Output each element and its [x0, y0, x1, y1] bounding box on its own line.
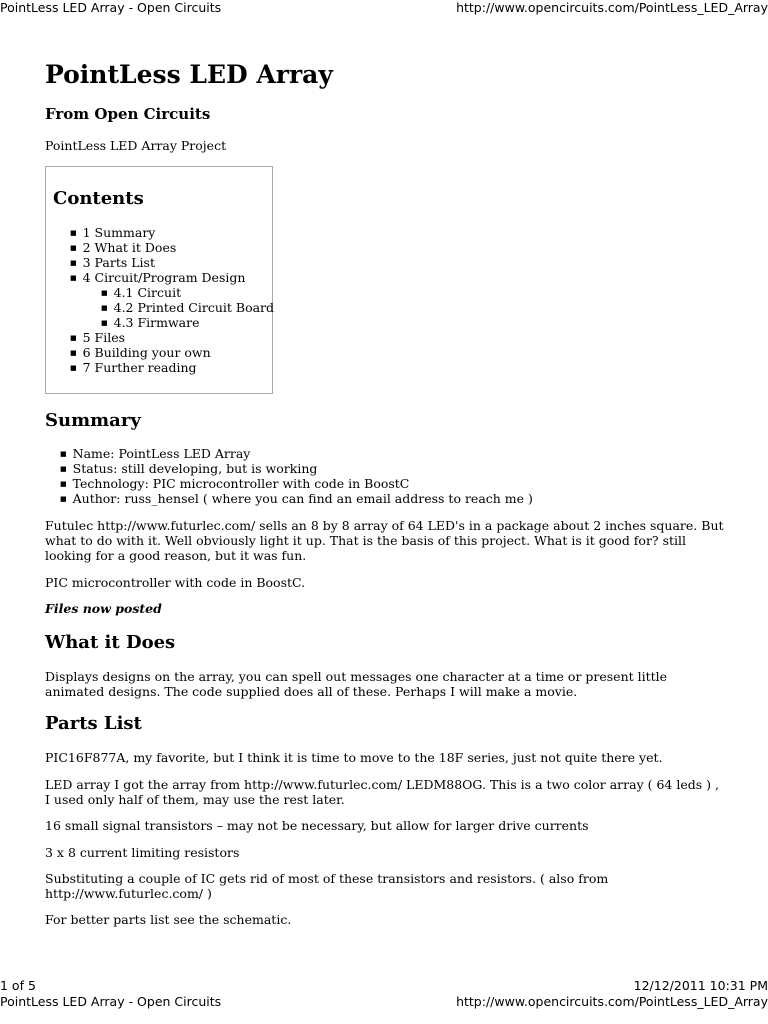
print-footer-page-count: 1 of 5 [0, 978, 36, 993]
summary-list [60, 446, 533, 506]
parts-schematic-paragraph: For better parts list see the schematic. [45, 912, 292, 927]
toc-link-building-your-own[interactable]: ■ 6 Building your own [70, 345, 274, 360]
toc-link-files[interactable]: ■ 5 Files [70, 330, 274, 345]
toc-link-circuit[interactable]: ■ 4.1 Circuit [70, 285, 274, 300]
summary-item-name: ■ Name: PointLess LED Array [60, 446, 533, 461]
print-footer-timestamp: 12/12/2011 10:31 PM [633, 978, 768, 993]
parts-list-heading: Parts List [45, 713, 142, 734]
summary-pic-note: PIC microcontroller with code in BoostC. [45, 575, 306, 590]
summary-item-status: ■ Status: still developing, but is working [60, 461, 533, 476]
summary-heading: Summary [45, 410, 141, 431]
print-header-url: http://www.opencircuits.com/PointLess_LED_Array [456, 0, 768, 15]
what-it-does-heading: What it Does [45, 632, 176, 653]
toc-link-summary[interactable]: ■ 1 Summary [70, 225, 274, 240]
toc-link-what-it-does[interactable]: ■ 2 What it Does [70, 240, 274, 255]
summary-item-technology: ■ Technology: PIC microcontroller with code in BoostC [60, 476, 533, 491]
project-line: PointLess LED Array Project [45, 138, 227, 153]
site-subtitle: From Open Circuits [45, 105, 211, 123]
toc-link-further-reading[interactable]: ■ 7 Further reading [70, 360, 274, 375]
print-footer-title: PointLess LED Array - Open Circuits [0, 994, 222, 1009]
toc-link-circuit-program-design[interactable]: ■ 4 Circuit/Program Design [70, 270, 274, 285]
files-posted-note: Files now posted [45, 601, 162, 616]
toc-link-parts-list[interactable]: ■ 3 Parts List [70, 255, 274, 270]
toc-title: Contents [53, 188, 144, 209]
what-it-does-paragraph: Displays designs on the array, you can spell out messages one character at a time or present little animated designs. The code supplied does all of these. Perhaps I will make a movie. [45, 669, 668, 699]
print-footer-url: http://www.opencircuits.com/PointLess_LED_Array [456, 994, 768, 1009]
print-header-title: PointLess LED Array - Open Circuits [0, 0, 222, 15]
parts-substitute-paragraph: Substituting a couple of IC gets rid of most of these transistors and resistors. ( also from http://www.futurlec.com/ ) [45, 871, 609, 901]
summary-item-author: ■ Author: russ_hensel ( where you can find an email address to reach me ) [60, 491, 533, 506]
table-of-contents [45, 166, 273, 394]
page-title: PointLess LED Array [45, 60, 333, 89]
toc-link-pcb[interactable]: ■ 4.2 Printed Circuit Board [70, 300, 274, 315]
parts-led-array-paragraph: LED array I got the array from http://www.futurlec.com/ LEDM88OG. This is a two color array ( 64 leds ) , I used only half of them, may use the rest later. [45, 777, 719, 807]
summary-paragraph: Futulec http://www.futurlec.com/ sells an 8 by 8 array of 64 LED's in a package about 2 inches square. But what to do with it. Well obviously light it up. That is the basis of this project. What is it good for? still looking for a good reason, but it was fun. [45, 518, 724, 563]
parts-resistors-paragraph: 3 x 8 current limiting resistors [45, 845, 240, 860]
toc-list [70, 225, 274, 375]
toc-link-firmware[interactable]: ■ 4.3 Firmware [70, 315, 274, 330]
parts-transistors-paragraph: 16 small signal transistors – may not be necessary, but allow for larger drive currents [45, 818, 589, 833]
parts-pic-paragraph: PIC16F877A, my favorite, but I think it is time to move to the 18F series, just not quite there yet. [45, 750, 663, 765]
